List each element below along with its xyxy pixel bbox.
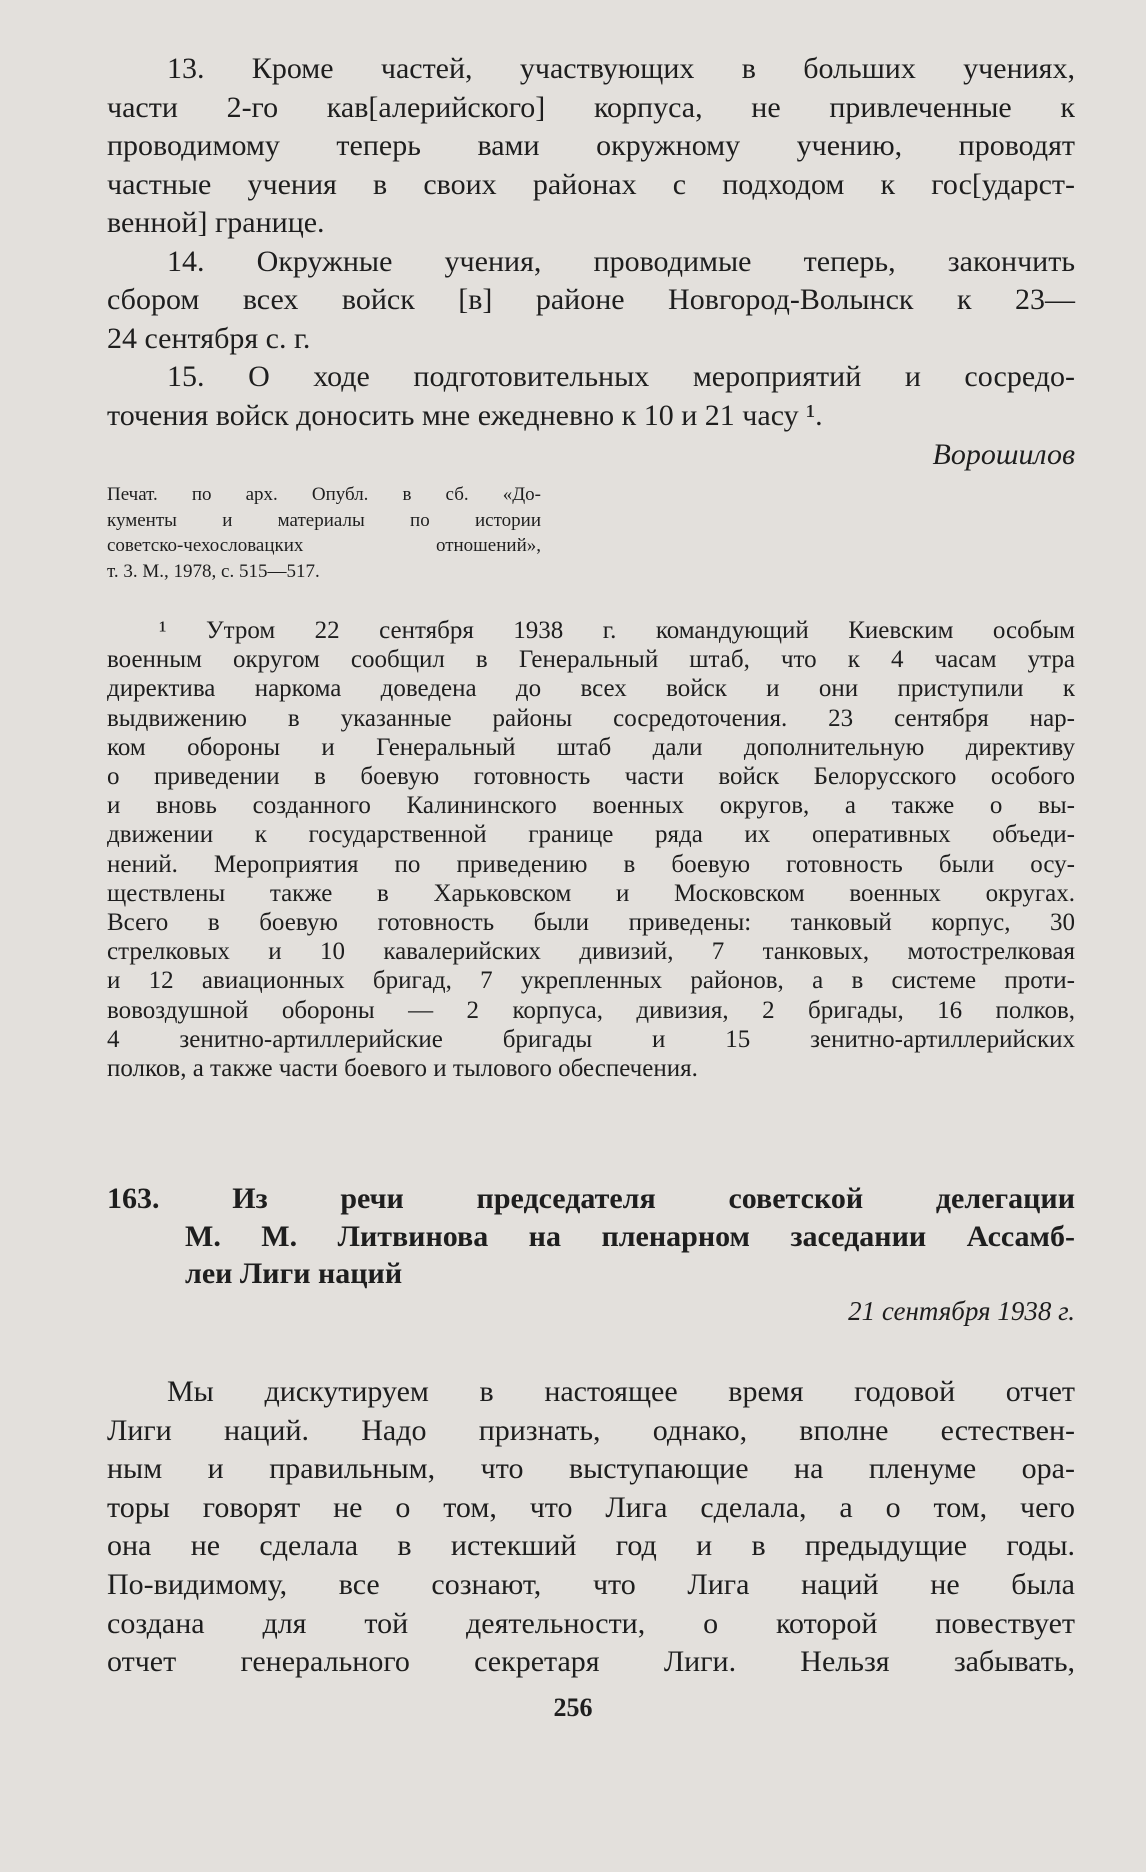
heading-line: леи Лиги наций	[185, 1257, 403, 1290]
paragraph-line: 13. Кроме частей, участвующих в больших учениях,	[167, 52, 1075, 85]
body-line: она не сделала в истекший год и в предыдущие годы.	[107, 1529, 1075, 1563]
footnote-line: выдвижению в указанные районы сосредоточения. 23 сентября нар-	[107, 704, 1075, 732]
signature: Ворошилов	[932, 438, 1075, 471]
body-line: Мы дискутируем в настоящее время годовой отчет	[167, 1375, 1075, 1408]
paragraph-line: 15. О ходе подготовительных мероприятий и сосредо-	[167, 360, 1075, 393]
footnote-line: военным округом сообщил в Генеральный штаб, что к 4 часам утра	[107, 646, 1075, 674]
footnote-line: движении к государственной границе ряда их оперативных объеди-	[107, 821, 1075, 849]
source-note-line: т. 3. М., 1978, с. 515—517.	[107, 560, 320, 582]
footnote-line: Всего в боевую готовность были приведены: танковый корпус, 30	[107, 909, 1075, 937]
paragraph-line: 14. Окружные учения, проводимые теперь, закончить	[167, 244, 1075, 278]
body-line: ным и правильным, что выступающие на пленуме ора-	[107, 1452, 1075, 1486]
document-heading	[107, 1180, 1075, 1293]
footnote-line: нений. Мероприятия по приведению в боевую готовность были осу-	[107, 850, 1075, 878]
paragraph-line: венной] границе.	[107, 206, 325, 239]
paragraph-line: 24 сентября с. г.	[107, 321, 311, 355]
footnote-line: ществлены также в Харьковском и Московском военных округах.	[107, 879, 1075, 907]
paragraph-line: точения войск доносить мне ежедневно к 10 и 21 часу ¹.	[107, 398, 823, 432]
footnote-line: ком обороны и Генеральный штаб дали дополнительную директиву	[107, 733, 1075, 761]
footnote-line: и 12 авиационных бригад, 7 укрепленных районов, а в системе проти-	[107, 967, 1075, 995]
body-line: Лиги наций. Надо признать, однако, вполне естествен-	[107, 1413, 1075, 1447]
source-note-line: советско-чехословацких отношений»,	[107, 535, 541, 556]
footnote	[107, 616, 1075, 1083]
footnote-line: стрелковых и 10 кавалерийских дивизий, 7 танковых, мотострелковая	[107, 938, 1075, 966]
orders-paragraphs	[107, 50, 1075, 435]
source-note-line: Печат. по арх. Опубл. в сб. «До-	[107, 484, 541, 505]
heading-line: М. М. Литвинова на пленарном заседании Ассамб-	[185, 1219, 1075, 1253]
footnote-line: 4 зенитно-артиллерийские бригады и 15 зенитно-артиллерийских	[107, 1025, 1075, 1053]
paragraph-line: части 2-го кав[алерийского] корпуса, не привлеченные к	[107, 90, 1075, 124]
body-line: торы говорят не о том, что Лига сделала, а о том, чего	[107, 1490, 1075, 1524]
body-line: отчет генерального секретаря Лиги. Нельзя забывать,	[107, 1645, 1075, 1679]
document-date: 21 сентября 1938 г.	[848, 1296, 1075, 1326]
footnote-line: и вновь созданного Калининского военных округов, а также о вы-	[107, 792, 1075, 820]
paragraph-line: частные учения в своих районах с подходом к гос[ударст-	[107, 167, 1075, 201]
heading-line: 163. Из речи председателя советской делегации	[107, 1182, 1075, 1215]
footnote-line: о приведении в боевую готовность части войск Белорусского особого	[107, 763, 1075, 791]
footnote-line: полков, а также части боевого и тылового обеспечения.	[107, 1055, 698, 1083]
footnote-line: директива наркома доведена до всех войск и они приступили к	[107, 675, 1075, 703]
paragraph-line: сбором всех войск [в] районе Новгород-Волынск к 23—	[107, 283, 1075, 316]
footnote-line: вовоздушной обороны — 2 корпуса, дивизия, 2 бригады, 16 полков,	[107, 996, 1075, 1024]
page-number: 256	[553, 1693, 593, 1722]
body-line: По-видимому, все сознают, что Лига наций не была	[107, 1567, 1075, 1601]
paragraph-line: проводимому теперь вами окружному учению, проводят	[107, 129, 1075, 162]
source-note-line: кументы и материалы по истории	[107, 509, 541, 531]
footnote-line: ¹ Утром 22 сентября 1938 г. командующий Киевским особым	[159, 617, 1075, 644]
speech-body	[107, 1373, 1075, 1682]
body-line: создана для той деятельности, о которой повествует	[107, 1606, 1075, 1640]
source-note	[107, 482, 541, 584]
